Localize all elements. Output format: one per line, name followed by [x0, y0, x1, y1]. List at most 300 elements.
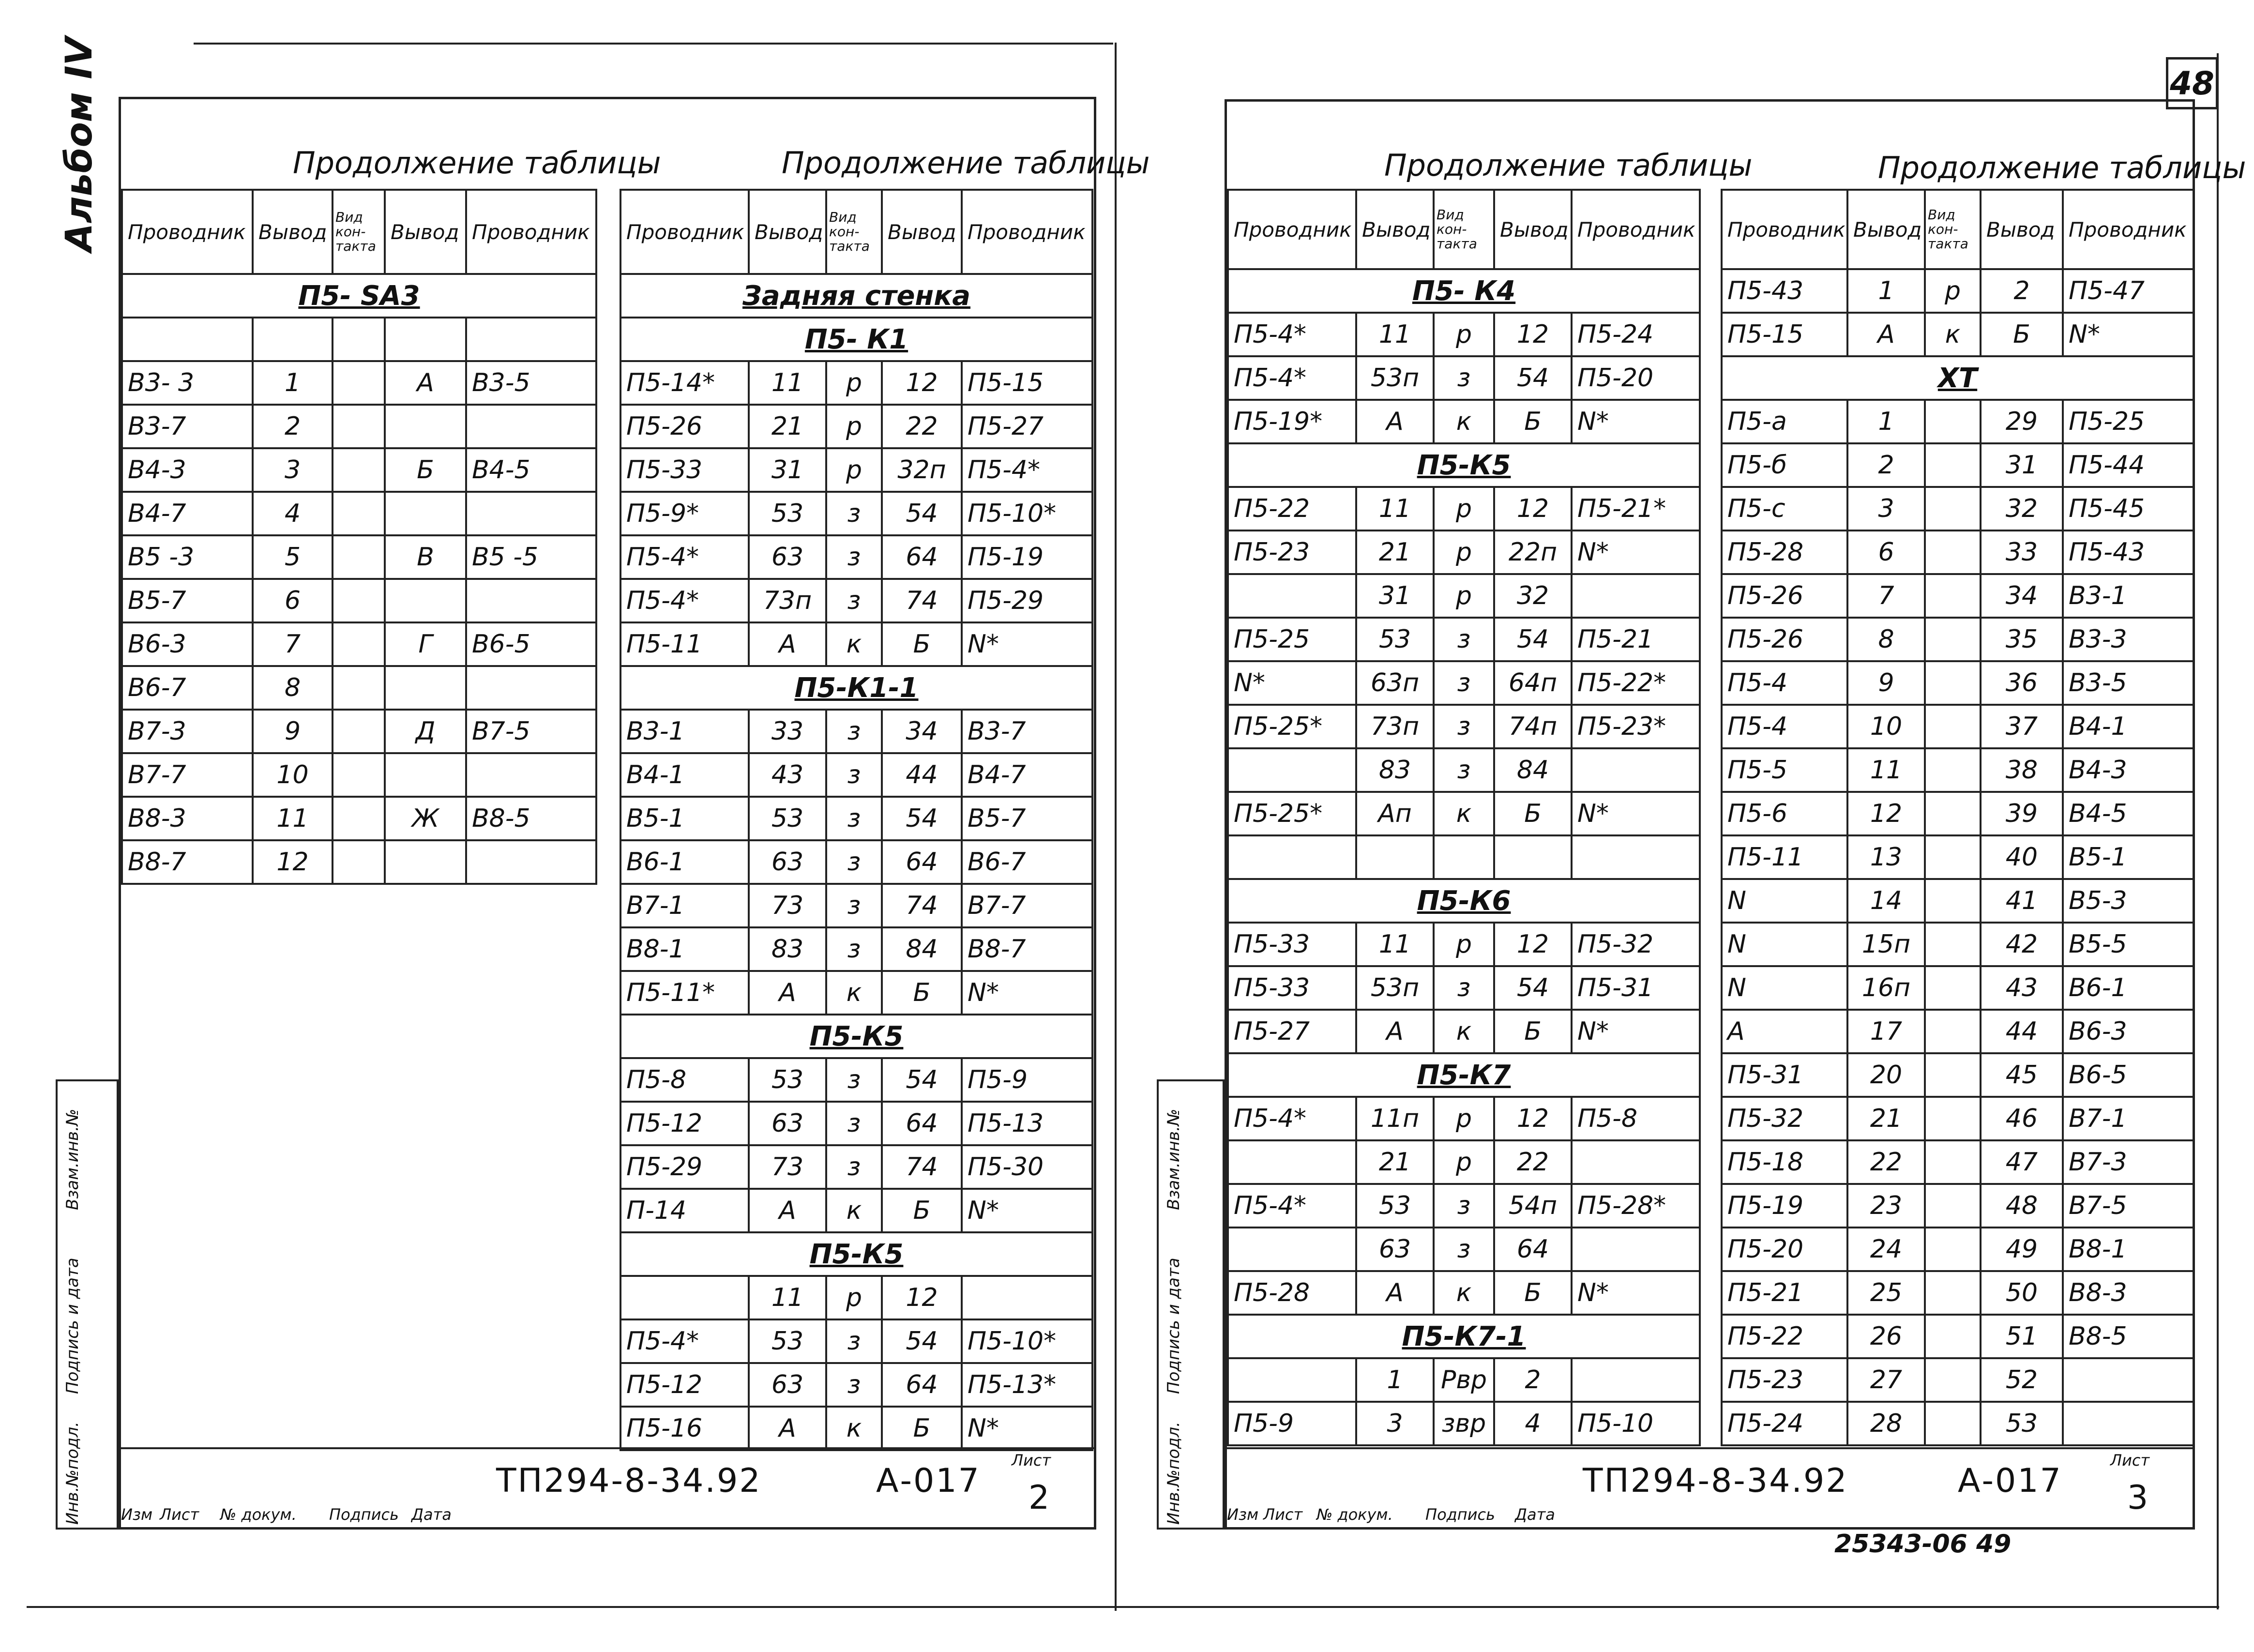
table-cell: 11 — [1356, 313, 1434, 356]
table-cell: к — [826, 1407, 882, 1450]
side-field: Взам.инв.№ — [63, 1108, 82, 1210]
table-cell: В3-7 — [962, 710, 1092, 753]
section-cell: П5-К5 — [1228, 443, 1700, 487]
table-cell: 83 — [749, 927, 826, 971]
table-cell: В6-1 — [2063, 966, 2193, 1010]
table-cell: П5-10* — [962, 492, 1092, 535]
table-cell: П5-10* — [962, 1319, 1092, 1363]
table-cell: з — [1434, 661, 1494, 705]
table-cell: П5-47 — [2063, 269, 2193, 313]
stamp-field: Лист — [160, 1505, 199, 1524]
table-cell: В3-5 — [466, 361, 596, 405]
table-cell — [1925, 1184, 1981, 1228]
table-cell — [1925, 835, 1981, 879]
table-cell: П5-4* — [620, 1319, 749, 1363]
stamp-field: Подпись — [329, 1505, 399, 1524]
table-row — [620, 405, 1092, 448]
table-cell: П5-31 — [1572, 966, 1700, 1010]
table-row — [1722, 1097, 2193, 1140]
table-cell: 33 — [1981, 530, 2063, 574]
table-cell: 8 — [253, 666, 333, 710]
table-cell: з — [1434, 618, 1494, 661]
table-cell — [1572, 1228, 1700, 1271]
table-cell: Б — [882, 1189, 962, 1232]
table-cell: П5-21* — [1572, 487, 1700, 530]
table-cell — [1572, 835, 1700, 879]
table-cell: В6-7 — [122, 666, 253, 710]
stamp-field: Подпись — [1425, 1505, 1495, 1524]
stamp-field: Дата — [1515, 1505, 1555, 1524]
col-header: Проводник — [122, 190, 253, 274]
table-cell: 5 — [253, 535, 333, 579]
table-cell: П5-12 — [620, 1102, 749, 1145]
table-cell: 53п — [1356, 966, 1434, 1010]
table-row — [1228, 487, 1700, 530]
table-row — [1722, 530, 2193, 574]
center-fold-line — [1115, 43, 1117, 1611]
section-cell: П5- К4 — [1228, 269, 1700, 313]
table-cell: N* — [2063, 313, 2193, 356]
table-cell: Б — [385, 448, 466, 492]
table-cell: р — [826, 361, 882, 405]
table-row — [1228, 313, 1700, 356]
table-cell: А — [385, 361, 466, 405]
table-cell — [333, 579, 385, 622]
table-row — [1722, 356, 2193, 400]
table-cell — [1228, 748, 1356, 792]
table-cell: В7-1 — [620, 884, 749, 927]
table-cell: П5-9 — [1228, 1402, 1356, 1445]
table-row — [122, 710, 596, 753]
table-cell: р — [1434, 1140, 1494, 1184]
table-row — [620, 1407, 1092, 1450]
table-cell: 3 — [253, 448, 333, 492]
table-cell: П5-4* — [1228, 1184, 1356, 1228]
table-cell — [1925, 923, 1981, 966]
col-header: Вид кон- такта — [1925, 190, 1981, 269]
table-cell — [1228, 835, 1356, 879]
table-cell: П5-8 — [620, 1058, 749, 1102]
table-row — [620, 1319, 1092, 1363]
table-cell: 53 — [749, 492, 826, 535]
table-cell: Б — [1494, 1271, 1572, 1315]
table-cell: 32п — [882, 448, 962, 492]
table-cell: В4-5 — [466, 448, 596, 492]
table-cell: П5-12 — [620, 1363, 749, 1407]
table-row — [620, 753, 1092, 797]
right-stamp-sheet-label: Лист — [2110, 1451, 2150, 1470]
table-row — [1722, 618, 2193, 661]
table-row — [122, 840, 596, 884]
table-cell: П5-18 — [1722, 1140, 1847, 1184]
table-cell — [1925, 705, 1981, 748]
table-cell: 11 — [1847, 748, 1925, 792]
right-stamp-sheet-number: 3 — [2127, 1479, 2150, 1517]
left-table2-caption: Продолжение таблицы — [782, 145, 1150, 181]
table-cell: П5-22 — [1228, 487, 1356, 530]
table-cell: з — [1434, 1184, 1494, 1228]
left-stamp-code: ТП294-8-34.92 — [496, 1462, 762, 1500]
table-cell — [385, 405, 466, 448]
table-row — [1228, 705, 1700, 748]
table-cell — [385, 318, 466, 361]
table-cell: 54 — [1494, 356, 1572, 400]
table-cell: 22 — [882, 405, 962, 448]
table-cell: В5 -5 — [466, 535, 596, 579]
table-cell — [1494, 835, 1572, 879]
table-cell — [1925, 1402, 1981, 1445]
table-row — [620, 535, 1092, 579]
table-row — [1722, 313, 2193, 356]
table-row — [620, 884, 1092, 927]
table-cell: з — [826, 1319, 882, 1363]
table-cell: з — [1434, 356, 1494, 400]
col-header: Вывод — [749, 190, 826, 274]
table-cell: В3-7 — [122, 405, 253, 448]
table-cell: П5-43 — [1722, 269, 1847, 313]
table-cell: П5-19 — [1722, 1184, 1847, 1228]
table-cell: 37 — [1981, 705, 2063, 748]
table-row — [620, 318, 1092, 361]
table-row — [122, 753, 596, 797]
table-cell: В7-5 — [2063, 1184, 2193, 1228]
table-row — [1722, 1184, 2193, 1228]
table-row — [1228, 400, 1700, 443]
table-cell — [1925, 966, 1981, 1010]
table-cell: Ап — [1356, 792, 1434, 835]
table-cell: В4-7 — [962, 753, 1092, 797]
table-row — [1228, 443, 1700, 487]
table-cell: В3-5 — [2063, 661, 2193, 705]
table-cell: 2 — [1981, 269, 2063, 313]
table-cell: 32 — [1981, 487, 2063, 530]
table-cell: з — [826, 710, 882, 753]
section-cell: П5-К7-1 — [1228, 1315, 1700, 1358]
table-cell — [1572, 1358, 1700, 1402]
side-field: Подпись и дата — [1164, 1258, 1183, 1394]
right-stamp-code: ТП294-8-34.92 — [1583, 1462, 1848, 1500]
table-cell: 31 — [749, 448, 826, 492]
table-row — [122, 666, 596, 710]
table-cell: 21 — [1356, 530, 1434, 574]
table-cell: В7-3 — [122, 710, 253, 753]
table-cell: П5-26 — [1722, 618, 1847, 661]
table-cell: 64 — [1494, 1228, 1572, 1271]
table-cell: Б — [882, 622, 962, 666]
table-cell: з — [826, 579, 882, 622]
col-header: Проводник — [1228, 190, 1356, 269]
table-cell: П5-4* — [962, 448, 1092, 492]
col-header: Проводник — [466, 190, 596, 274]
table-cell — [1925, 879, 1981, 923]
table-cell: П5-11 — [1722, 835, 1847, 879]
table-row — [1722, 748, 2193, 792]
table-cell: 64 — [882, 1363, 962, 1407]
table-cell — [1228, 1228, 1356, 1271]
table-cell: П5-44 — [2063, 443, 2193, 487]
table-cell: П5-4* — [1228, 356, 1356, 400]
table-cell: П5-30 — [962, 1145, 1092, 1189]
table-cell: В7-7 — [122, 753, 253, 797]
table-cell: 29 — [1981, 400, 2063, 443]
table-cell — [1925, 1140, 1981, 1184]
table-cell: В4-3 — [122, 448, 253, 492]
table-cell: 12 — [1494, 1097, 1572, 1140]
table-cell: 73п — [1356, 705, 1434, 748]
table-cell: 12 — [1494, 487, 1572, 530]
table-cell: 21 — [749, 405, 826, 448]
table-cell: 28 — [1847, 1402, 1925, 1445]
table-cell — [333, 535, 385, 579]
table-cell: В6-7 — [962, 840, 1092, 884]
table-cell: В4-3 — [2063, 748, 2193, 792]
table-cell: 1 — [1356, 1358, 1434, 1402]
table-cell: 20 — [1847, 1053, 1925, 1097]
table-cell: В4-1 — [2063, 705, 2193, 748]
table-cell: 14 — [1847, 879, 1925, 923]
table-cell: з — [826, 1102, 882, 1145]
table-row — [1722, 1271, 2193, 1315]
table-cell: П5-28 — [1228, 1271, 1356, 1315]
table-cell: П5-4* — [620, 535, 749, 579]
table-cell — [1356, 835, 1434, 879]
table-cell: 53 — [749, 1319, 826, 1363]
table-cell: 64п — [1494, 661, 1572, 705]
table-cell: П5-28 — [1722, 530, 1847, 574]
table-cell: N* — [1572, 530, 1700, 574]
table-cell: В6-1 — [620, 840, 749, 884]
table-cell: 7 — [1847, 574, 1925, 618]
section-cell: П5-К5 — [620, 1232, 1092, 1276]
table-cell: П5-11 — [620, 622, 749, 666]
table-row — [1228, 1184, 1700, 1228]
table-cell: В3-1 — [2063, 574, 2193, 618]
table-cell: П5-4* — [620, 579, 749, 622]
table-cell — [1925, 1010, 1981, 1053]
table-cell: 74 — [882, 1145, 962, 1189]
table-cell: П5-25 — [2063, 400, 2193, 443]
table-cell: N* — [962, 1407, 1092, 1450]
table-row — [1722, 1402, 2193, 1445]
table-row — [1228, 1228, 1700, 1271]
table-cell — [1925, 400, 1981, 443]
bottom-note: 25343-06 49 — [1834, 1530, 2012, 1559]
table-cell: В6-3 — [122, 622, 253, 666]
top-edge-line — [194, 43, 1113, 45]
table-cell: 34 — [882, 710, 962, 753]
table-row — [1228, 835, 1700, 879]
left-table1-caption: Продолжение таблицы — [293, 145, 661, 181]
table-cell: 50 — [1981, 1271, 2063, 1315]
table-cell: 74 — [882, 579, 962, 622]
table-cell: В3-1 — [620, 710, 749, 753]
table-cell: 3 — [1356, 1402, 1434, 1445]
table-cell: 26 — [1847, 1315, 1925, 1358]
table-cell: П5-24 — [1722, 1402, 1847, 1445]
stamp-field: Изм — [121, 1505, 153, 1524]
table-cell: 22 — [1494, 1140, 1572, 1184]
table-cell: к — [1434, 1010, 1494, 1053]
table-cell: 49 — [1981, 1228, 2063, 1271]
table-cell: з — [1434, 705, 1494, 748]
table-row — [1722, 1053, 2193, 1097]
table-cell: А — [1356, 1271, 1434, 1315]
table-cell: звр — [1434, 1402, 1494, 1445]
table-cell — [333, 840, 385, 884]
right-edge-line — [2217, 53, 2219, 1609]
col-header: Вывод — [1847, 190, 1925, 269]
table-row — [620, 927, 1092, 971]
table-cell: з — [826, 1058, 882, 1102]
table-cell: 73 — [749, 1145, 826, 1189]
table-cell: N* — [1228, 661, 1356, 705]
table-cell: П5-19* — [1228, 400, 1356, 443]
table-row — [122, 405, 596, 448]
table-row — [620, 492, 1092, 535]
table-cell: 38 — [1981, 748, 2063, 792]
table-cell: 64 — [882, 1102, 962, 1145]
table-cell: з — [826, 753, 882, 797]
table-cell: П5-5 — [1722, 748, 1847, 792]
table-cell: П5-31 — [1722, 1053, 1847, 1097]
table-row — [620, 797, 1092, 840]
table-cell — [385, 579, 466, 622]
table-cell — [1228, 574, 1356, 618]
right-table1 — [1227, 189, 1701, 1446]
table-row — [1228, 966, 1700, 1010]
table-row — [1228, 530, 1700, 574]
table-cell: N* — [962, 971, 1092, 1015]
table-cell — [1925, 1228, 1981, 1271]
table-cell: 9 — [1847, 661, 1925, 705]
table-cell: N* — [962, 622, 1092, 666]
left-stamp-sheet-code: А-017 — [876, 1462, 981, 1500]
table-cell: П5-9* — [620, 492, 749, 535]
table-cell — [333, 492, 385, 535]
table-cell: П5-23 — [1722, 1358, 1847, 1402]
table-cell: П5-22 — [1722, 1315, 1847, 1358]
table-cell: А — [749, 1189, 826, 1232]
table-row — [1722, 400, 2193, 443]
table-cell: П5-27 — [962, 405, 1092, 448]
table-row — [1228, 1271, 1700, 1315]
table-row — [122, 579, 596, 622]
table-cell: П5-4 — [1722, 705, 1847, 748]
table-cell: П5-26 — [620, 405, 749, 448]
table-cell: р — [826, 448, 882, 492]
table-cell — [385, 666, 466, 710]
table-row — [1228, 269, 1700, 313]
table-cell: N* — [1572, 1271, 1700, 1315]
bottom-edge-line — [27, 1606, 2219, 1608]
table-row — [1228, 1097, 1700, 1140]
table-cell: П5-29 — [962, 579, 1092, 622]
table-row — [122, 318, 596, 361]
table-cell: N* — [1572, 792, 1700, 835]
table-cell — [385, 492, 466, 535]
table-row — [1228, 1315, 1700, 1358]
table-cell: П5-16 — [620, 1407, 749, 1450]
table-row — [620, 710, 1092, 753]
col-header: Вывод — [385, 190, 466, 274]
table-cell — [1925, 1097, 1981, 1140]
table-cell — [1572, 748, 1700, 792]
table-cell: П5-33 — [1228, 923, 1356, 966]
table-cell: 63 — [749, 1102, 826, 1145]
col-header: Вывод — [1981, 190, 2063, 269]
table-cell: 54 — [882, 492, 962, 535]
col-header: Вывод — [1494, 190, 1572, 269]
table-cell: 64 — [882, 840, 962, 884]
table-cell: р — [1434, 1097, 1494, 1140]
table-cell: 53 — [1356, 1184, 1434, 1228]
table-cell — [1572, 574, 1700, 618]
table-cell: 63 — [749, 1363, 826, 1407]
table-cell: 10 — [1847, 705, 1925, 748]
table-cell: В8-3 — [122, 797, 253, 840]
table-cell: р — [1925, 269, 1981, 313]
table-cell: П5-9 — [962, 1058, 1092, 1102]
table-row — [1722, 1315, 2193, 1358]
table-row — [1722, 1010, 2193, 1053]
table-cell: В5-7 — [962, 797, 1092, 840]
table-cell: р — [826, 1276, 882, 1319]
table-cell: 47 — [1981, 1140, 2063, 1184]
table-cell: П5-23 — [1228, 530, 1356, 574]
table-cell: П5-10 — [1572, 1402, 1700, 1445]
table-cell: к — [1434, 400, 1494, 443]
table-cell: з — [826, 840, 882, 884]
table-cell: П5-с — [1722, 487, 1847, 530]
section-cell: П5- К1 — [620, 318, 1092, 361]
table-cell: р — [1434, 313, 1494, 356]
side-field: Взам.инв.№ — [1164, 1108, 1183, 1210]
table-cell: А — [749, 971, 826, 1015]
col-header: Вид кон- такта — [1434, 190, 1494, 269]
col-header: Вывод — [253, 190, 333, 274]
table-row — [1722, 487, 2193, 530]
table-cell: N — [1722, 966, 1847, 1010]
right-table2 — [1721, 189, 2194, 1446]
col-header: Проводник — [2063, 190, 2193, 269]
table-cell: В4-7 — [122, 492, 253, 535]
table-cell: к — [826, 971, 882, 1015]
table-row — [620, 1363, 1092, 1407]
table-cell — [2063, 1358, 2193, 1402]
table-row — [1228, 748, 1700, 792]
table-cell: П5-4* — [1228, 313, 1356, 356]
table-row — [620, 971, 1092, 1015]
stamp-field: № докум. — [1316, 1505, 1393, 1524]
table-cell: П5-25* — [1228, 792, 1356, 835]
col-header: Вид кон- такта — [826, 190, 882, 274]
table-row — [1722, 705, 2193, 748]
col-header: Вывод — [1356, 190, 1434, 269]
right-table2-header — [1722, 190, 2193, 269]
table-cell: 54 — [882, 1058, 962, 1102]
table-cell: А — [1356, 1010, 1434, 1053]
table-cell: з — [826, 884, 882, 927]
section-cell: П5-К7 — [1228, 1053, 1700, 1097]
table-cell: В7-1 — [2063, 1097, 2193, 1140]
left-stamp-sheet-number: 2 — [1029, 1479, 1051, 1517]
col-header: Вывод — [882, 190, 962, 274]
table-cell: 9 — [253, 710, 333, 753]
stamp-field: № докум. — [220, 1505, 297, 1524]
table-cell — [1925, 1271, 1981, 1315]
table-cell: Д — [385, 710, 466, 753]
table-cell: 54 — [882, 1319, 962, 1363]
